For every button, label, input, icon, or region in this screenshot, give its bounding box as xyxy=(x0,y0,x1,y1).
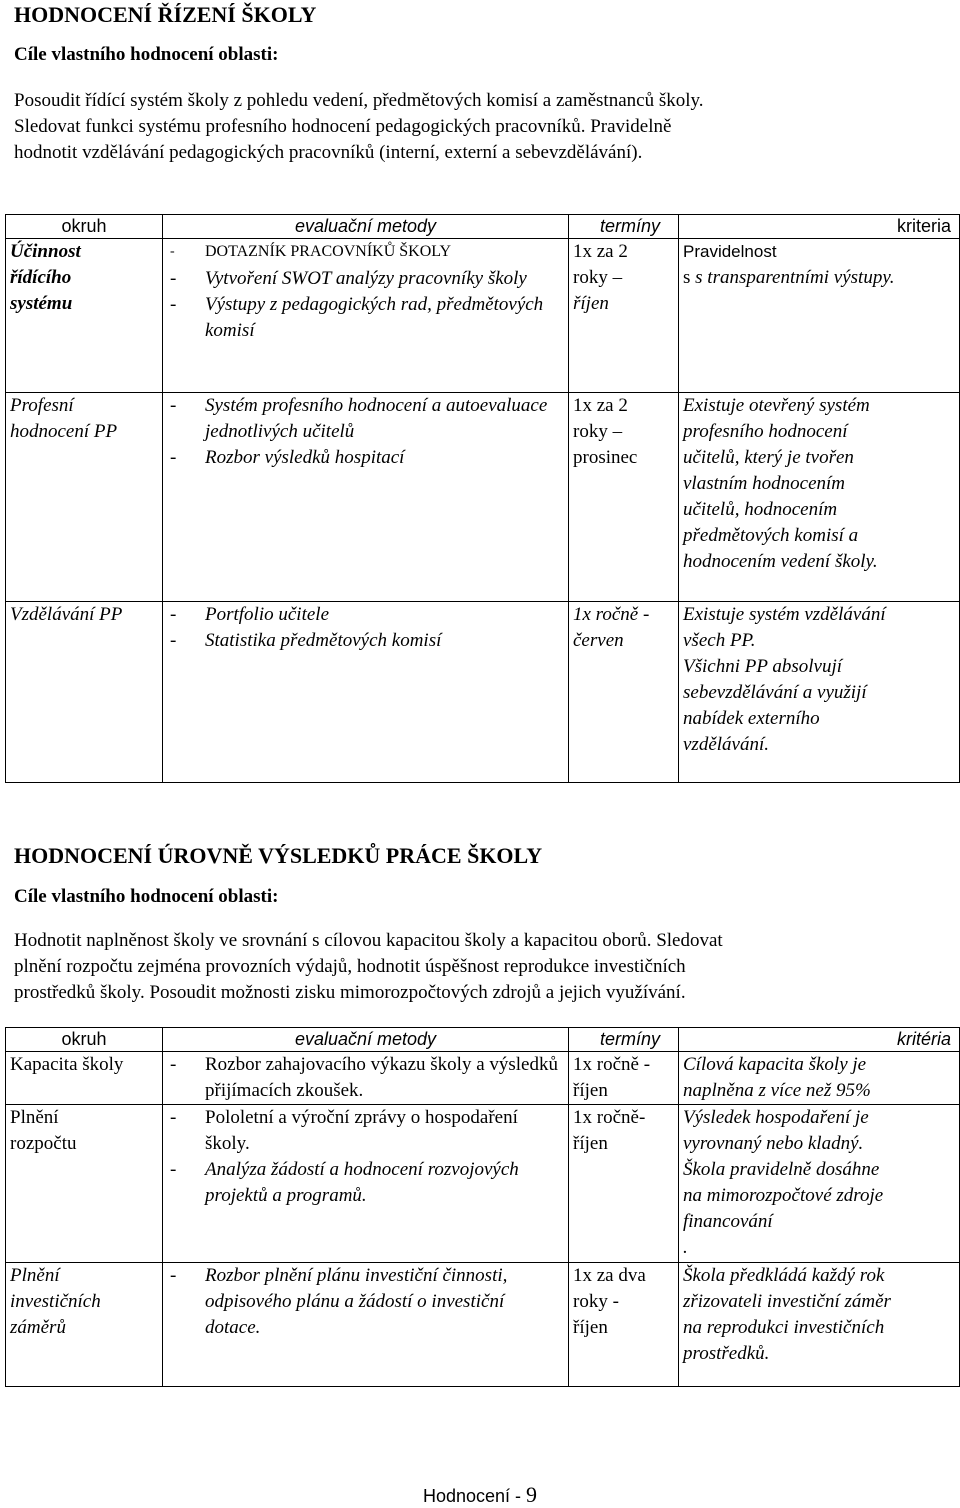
section2-goals-text xyxy=(14,928,949,1006)
methods-cell xyxy=(163,602,569,783)
termin-line: 1x za 2 xyxy=(573,241,628,262)
okruh-line: Plnění xyxy=(10,1265,60,1286)
kriteria-line: . xyxy=(683,1237,688,1258)
method-item xyxy=(167,393,564,445)
methods-cell xyxy=(163,1052,569,1105)
kriteria-line: vyrovnaný nebo kladný. xyxy=(683,1133,864,1154)
goals-line: hodnotit vzdělávání pedagogických pracovníků (interní, externí a sebevzdělávání). xyxy=(14,142,643,163)
kriteria-line: Existuje systém vzdělávání xyxy=(683,604,886,625)
kriteria-line: na mimorozpočtové zdroje xyxy=(683,1185,884,1206)
goals-line: plnění rozpočtu zejména provozních výdajů, hodnotit úspěšnost reprodukce investičních xyxy=(14,956,686,977)
header-terminy-text: termíny xyxy=(599,1029,660,1049)
goals-line: Sledovat funkci systému profesního hodnocení pedagogických pracovníků. Pravidelně xyxy=(14,116,672,137)
method-item xyxy=(167,1105,564,1157)
kriteria-line: na reprodukci investičních xyxy=(683,1317,885,1338)
header-terminy xyxy=(569,215,679,239)
header-terminy-text: termíny xyxy=(599,216,660,236)
section2-table xyxy=(5,1027,960,1387)
header-terminy xyxy=(569,1028,679,1052)
section1-table xyxy=(5,214,960,783)
kriteria-line: prostředků. xyxy=(683,1343,770,1364)
kriteria-cell xyxy=(679,1263,960,1387)
kriteria-line: zřizovateli investiční záměr xyxy=(683,1291,891,1312)
goals-line: prostředků školy. Posoudit možnosti zisku mimorozpočtových zdrojů a jejich využívání. xyxy=(14,982,686,1003)
header-kriteria-text: kritéria xyxy=(896,1029,951,1049)
method-item xyxy=(167,628,564,654)
kriteria-line: profesního hodnocení xyxy=(683,421,848,442)
okruh-line: rozpočtu xyxy=(10,1133,77,1154)
okruh-line: systému xyxy=(10,293,73,314)
termin-line: říjen xyxy=(573,1133,608,1154)
table-row xyxy=(6,239,960,393)
okruh-cell xyxy=(6,393,163,602)
method-text: Výstupy z pedagogických rad, předmětových komisí xyxy=(205,294,544,341)
method-item xyxy=(167,1052,564,1104)
kriteria-line: Existuje otevřený systém xyxy=(683,395,870,416)
termin-line: prosinec xyxy=(573,447,638,468)
page-footer xyxy=(0,1482,960,1508)
okruh-line: hodnocení PP xyxy=(10,421,118,442)
termin-line: roky - xyxy=(573,1291,619,1312)
page-number: 9 xyxy=(526,1482,538,1507)
termin-cell xyxy=(569,393,679,602)
termin-line: roky – xyxy=(573,421,623,442)
okruh-line: řídícího xyxy=(10,267,72,288)
okruh-line: Profesní xyxy=(10,395,74,416)
section2-heading: HODNOCENÍ ÚROVNĚ VÝSLEDKŮ PRÁCE ŠKOLY xyxy=(14,843,543,868)
kriteria-line: všech PP. xyxy=(683,630,756,651)
kriteria-line: Všichni PP absolvují xyxy=(683,656,843,677)
method-item xyxy=(167,602,564,628)
methods-cell xyxy=(163,1263,569,1387)
section1-goals-heading: Cíle vlastního hodnocení oblasti: xyxy=(14,44,279,65)
header-okruh: okruh xyxy=(6,215,163,239)
kriteria-cell xyxy=(679,1105,960,1263)
table-header-row xyxy=(6,215,960,239)
okruh-line: Vzdělávání PP xyxy=(10,604,123,625)
termin-line: 1x ročně- xyxy=(573,1107,646,1128)
kriteria-line: Výsledek hospodaření je xyxy=(683,1107,869,1128)
methods-cell xyxy=(163,1105,569,1263)
kriteria-line: vzdělávání. xyxy=(683,734,770,755)
header-metody-text: evaluační metody xyxy=(294,216,437,236)
method-text: Rozbor výsledků hospitací xyxy=(205,447,405,468)
kriteria-cell xyxy=(679,602,960,783)
termin-line: 1x ročně - xyxy=(573,1054,651,1075)
kriteria-line: Škola předkládá každý rok xyxy=(683,1265,885,1286)
method-text: Systém profesního hodnocení a autoevaluace jednotlivých učitelů xyxy=(205,395,548,442)
okruh-line: investičních xyxy=(10,1291,101,1312)
header-metody-text: evaluační metody xyxy=(294,1029,437,1049)
footer-label: Hodnocení - xyxy=(422,1486,527,1506)
table-row xyxy=(6,393,960,602)
okruh-cell xyxy=(6,1052,163,1105)
method-item xyxy=(167,292,564,344)
kriteria-line: nabídek externího xyxy=(683,708,820,729)
termin-line: říjen xyxy=(573,1080,608,1101)
table-row xyxy=(6,1263,960,1387)
termin-line: říjen xyxy=(573,293,609,314)
table-row xyxy=(6,1052,960,1105)
kriteria-line: financování xyxy=(683,1211,773,1232)
kriteria-cell xyxy=(679,1052,960,1105)
okruh-cell xyxy=(6,239,163,393)
termin-cell xyxy=(569,239,679,393)
kriteria-line: Cílová kapacita školy je xyxy=(683,1054,867,1075)
termin-cell xyxy=(569,1263,679,1387)
termin-line: červen xyxy=(573,630,624,651)
header-kriteria xyxy=(679,1028,960,1052)
method-text: Portfolio učitele xyxy=(205,604,330,625)
kriteria-text: s transparentními výstupy. xyxy=(695,267,895,288)
methods-cell xyxy=(163,239,569,393)
section2-goals-heading: Cíle vlastního hodnocení oblasti: xyxy=(14,886,279,907)
method-text: Rozbor zahajovacího výkazu školy a výsledků přijímacích zkoušek. xyxy=(205,1054,558,1101)
termin-cell xyxy=(569,602,679,783)
termin-line: roky – xyxy=(573,267,623,288)
termin-cell xyxy=(569,1105,679,1263)
okruh-cell xyxy=(6,602,163,783)
termin-line: říjen xyxy=(573,1317,608,1338)
kriteria-line: hodnocením vedení školy. xyxy=(683,551,878,572)
method-text: DOTAZNÍK PRACOVNÍKŮ ŠKOLY xyxy=(205,243,451,260)
method-item xyxy=(167,1263,564,1341)
termin-line: 1x za dva xyxy=(573,1265,646,1286)
kriteria-line: učitelů, který je tvořen xyxy=(683,447,854,468)
okruh-line: Kapacita školy xyxy=(10,1054,124,1075)
goals-line: Hodnotit naplněnost školy ve srovnání s cílovou kapacitou školy a kapacitou oborů. Sledovat xyxy=(14,930,723,951)
okruh-line: záměrů xyxy=(10,1317,66,1338)
section1-heading: HODNOCENÍ ŘÍZENÍ ŠKOLY xyxy=(14,2,317,27)
methods-cell xyxy=(163,393,569,602)
method-item xyxy=(167,266,564,292)
table-row xyxy=(6,602,960,783)
section1-goals-text xyxy=(14,88,949,166)
method-item xyxy=(167,239,564,266)
header-okruh: okruh xyxy=(6,1028,163,1052)
kriteria-line: Pravidelnost xyxy=(683,242,777,261)
method-text: Vytvoření SWOT analýzy pracovníky školy xyxy=(205,268,527,289)
kriteria-cell xyxy=(679,393,960,602)
okruh-line: Plnění xyxy=(10,1107,59,1128)
method-item xyxy=(167,1157,564,1209)
header-metody xyxy=(163,1028,569,1052)
kriteria-line: naplněna z více než 95% xyxy=(683,1080,871,1101)
method-item xyxy=(167,445,564,471)
method-text: Pololetní a výroční zprávy o hospodaření školy. xyxy=(205,1107,518,1154)
method-text: Statistika předmětových komisí xyxy=(205,630,442,651)
kriteria-cell xyxy=(679,239,960,393)
header-kriteria: kriteria xyxy=(679,215,960,239)
kriteria-line: s s transparentními výstupy. xyxy=(683,267,895,288)
kriteria-line: vlastním hodnocením xyxy=(683,473,846,494)
kriteria-line: Škola pravidelně dosáhne xyxy=(683,1159,880,1180)
kriteria-line: učitelů, hodnocením xyxy=(683,499,838,520)
goals-line: Posoudit řídící systém školy z pohledu vedení, předmětových komisí a zaměstnanců školy. xyxy=(14,90,704,111)
termin-line: 1x za 2 xyxy=(573,395,628,416)
table-row xyxy=(6,1105,960,1263)
kriteria-line: sebevzdělávání a využijí xyxy=(683,682,867,703)
method-text: Analýza žádostí a hodnocení rozvojových projektů a programů. xyxy=(205,1159,519,1206)
method-text: Rozbor plnění plánu investiční činnosti, odpisového plánu a žádostí o investiční dotace. xyxy=(205,1265,508,1338)
termin-line: 1x ročně - xyxy=(573,604,650,625)
termin-cell xyxy=(569,1052,679,1105)
table-header-row xyxy=(6,1028,960,1052)
kriteria-line: předmětových komisí a xyxy=(683,525,859,546)
okruh-cell xyxy=(6,1263,163,1387)
okruh-cell xyxy=(6,1105,163,1263)
header-metody xyxy=(163,215,569,239)
okruh-line: Účinnost xyxy=(10,241,81,262)
